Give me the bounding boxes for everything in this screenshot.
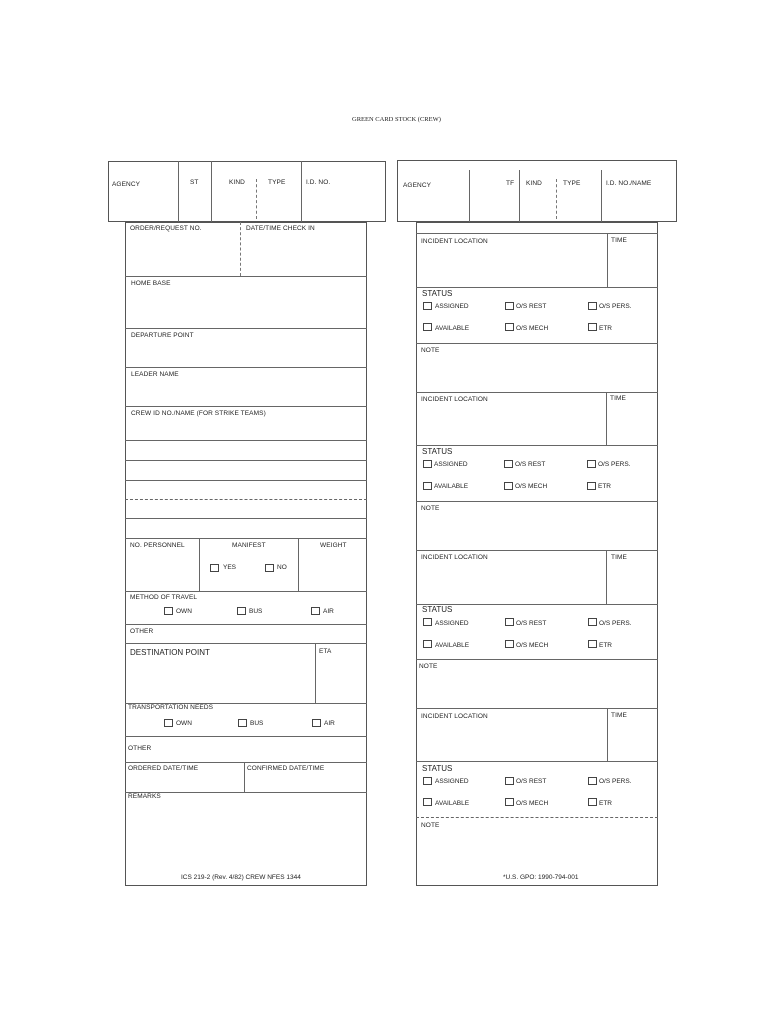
leader-name-label: LEADER NAME (131, 371, 179, 378)
status-label-4: STATUS (422, 764, 453, 773)
time-label-3: TIME (611, 554, 627, 561)
crew-id-label: CREW ID NO./NAME (FOR STRIKE TEAMS) (131, 410, 266, 417)
manifest-no-label: NO (277, 564, 287, 571)
available-checkbox-1[interactable] (423, 323, 432, 331)
assigned-label-3: ASSIGNED (435, 620, 469, 627)
assigned-label-4: ASSIGNED (435, 778, 469, 785)
st-label: ST (190, 179, 199, 186)
etr-checkbox-3[interactable] (588, 640, 597, 648)
other2-label: OTHER (128, 745, 152, 752)
available-checkbox-3[interactable] (423, 640, 432, 648)
note-label-2: NOTE (421, 505, 440, 512)
travel-air-checkbox[interactable] (311, 607, 320, 615)
home-base-label: HOME BASE (131, 280, 171, 287)
departure-point-label: DEPARTURE POINT (131, 332, 194, 339)
travel-own-checkbox[interactable] (164, 607, 173, 615)
manifest-yes-label: YES (223, 564, 237, 571)
incident-location-label-3: INCIDENT LOCATION (421, 554, 488, 561)
os-pers-label-1: O/S PERS. (599, 303, 632, 310)
status-label-3: STATUS (422, 605, 453, 614)
os-rest-checkbox-2[interactable] (504, 460, 513, 468)
etr-label-2: ETR (598, 483, 611, 490)
page-title: GREEN CARD STOCK (CREW) (352, 116, 441, 123)
kind-label: KIND (229, 179, 245, 186)
left-body-box (125, 222, 367, 886)
os-rest-label-2: O/S REST (515, 461, 546, 468)
os-pers-checkbox-1[interactable] (588, 302, 597, 310)
assigned-checkbox-3[interactable] (423, 618, 432, 626)
os-mech-label-1: O/S MECH (516, 325, 549, 332)
transport-bus-checkbox[interactable] (238, 719, 247, 727)
etr-checkbox-4[interactable] (588, 798, 597, 806)
assigned-checkbox-2[interactable] (423, 460, 432, 468)
no-personnel-label: NO. PERSONNEL (130, 542, 185, 549)
transport-own-label: OWN (176, 720, 192, 727)
etr-label-3: ETR (599, 642, 612, 649)
os-rest-checkbox-4[interactable] (505, 777, 514, 785)
tf-label: TF (506, 180, 515, 187)
assigned-checkbox-1[interactable] (423, 302, 432, 310)
date-time-checkin-label: DATE/TIME CHECK IN (246, 225, 315, 232)
id-no-label: I.D. NO. (306, 179, 331, 186)
left-header-box (108, 161, 386, 222)
os-pers-checkbox-3[interactable] (588, 618, 597, 626)
available-label-2: AVAILABLE (434, 483, 469, 490)
available-label-3: AVAILABLE (435, 642, 470, 649)
assigned-checkbox-4[interactable] (423, 777, 432, 785)
note-label-1: NOTE (421, 347, 440, 354)
os-pers-checkbox-4[interactable] (588, 777, 597, 785)
incident-location-label-2: INCIDENT LOCATION (421, 396, 488, 403)
travel-bus-label: BUS (249, 608, 263, 615)
right-header-box (397, 160, 677, 222)
travel-air-label: AIR (323, 608, 334, 615)
left-footer: ICS 219-2 (Rev. 4/82) CREW NFES 1344 (181, 874, 301, 881)
note-label-3: NOTE (419, 663, 438, 670)
available-checkbox-4[interactable] (423, 798, 432, 806)
travel-own-label: OWN (176, 608, 192, 615)
agency-label: AGENCY (403, 182, 432, 189)
manifest-label: MANIFEST (232, 542, 266, 549)
time-label-1: TIME (611, 237, 627, 244)
assigned-label-1: ASSIGNED (435, 303, 469, 310)
os-mech-checkbox-2[interactable] (504, 482, 513, 490)
weight-label: WEIGHT (320, 542, 347, 549)
transport-air-label: AIR (324, 720, 335, 727)
time-label-4: TIME (611, 712, 627, 719)
time-label-2: TIME (610, 395, 626, 402)
transport-own-checkbox[interactable] (164, 719, 173, 727)
status-label-1: STATUS (422, 289, 453, 298)
os-rest-checkbox-1[interactable] (505, 302, 514, 310)
type-label: TYPE (268, 179, 286, 186)
note-label-4: NOTE (421, 822, 440, 829)
os-mech-checkbox-3[interactable] (505, 640, 514, 648)
os-pers-label-4: O/S PERS. (599, 778, 632, 785)
right-footer: *U.S. GPO: 1990-794-001 (503, 874, 579, 881)
etr-checkbox-2[interactable] (587, 482, 596, 490)
os-pers-checkbox-2[interactable] (587, 460, 596, 468)
order-request-label: ORDER/REQUEST NO. (130, 225, 202, 232)
os-rest-label-3: O/S REST (516, 620, 547, 627)
available-label-4: AVAILABLE (435, 800, 470, 807)
eta-label: ETA (319, 648, 332, 655)
id-no-name-label: I.D. NO./NAME (606, 180, 652, 187)
incident-location-label-4: INCIDENT LOCATION (421, 713, 488, 720)
remarks-label: REMARKS (128, 793, 161, 800)
etr-label-1: ETR (599, 325, 612, 332)
manifest-no-checkbox[interactable] (265, 564, 274, 572)
ordered-date-time-label: ORDERED DATE/TIME (128, 765, 199, 772)
os-mech-checkbox-4[interactable] (505, 798, 514, 806)
os-mech-label-4: O/S MECH (516, 800, 549, 807)
confirmed-date-time-label: CONFIRMED DATE/TIME (247, 765, 325, 772)
method-of-travel-label: METHOD OF TRAVEL (130, 594, 198, 601)
other-label: OTHER (130, 628, 154, 635)
manifest-yes-checkbox[interactable] (210, 564, 219, 572)
status-label-2: STATUS (422, 447, 453, 456)
incident-location-label-1: INCIDENT LOCATION (421, 238, 488, 245)
destination-point-label: DESTINATION POINT (130, 648, 210, 657)
os-mech-checkbox-1[interactable] (505, 323, 514, 331)
available-label-1: AVAILABLE (435, 325, 470, 332)
etr-label-4: ETR (599, 800, 612, 807)
os-mech-label-3: O/S MECH (516, 642, 549, 649)
transportation-needs-label: TRANSPORTATION NEEDS (128, 704, 214, 711)
agency-label: AGENCY (112, 181, 141, 188)
kind-label: KIND (526, 180, 542, 187)
os-rest-label-1: O/S REST (516, 303, 547, 310)
os-rest-checkbox-3[interactable] (505, 618, 514, 626)
os-mech-label-2: O/S MECH (515, 483, 548, 490)
os-rest-label-4: O/S REST (516, 778, 547, 785)
available-checkbox-2[interactable] (423, 482, 432, 490)
transport-air-checkbox[interactable] (312, 719, 321, 727)
assigned-label-2: ASSIGNED (434, 461, 468, 468)
os-pers-label-3: O/S PERS. (599, 620, 632, 627)
transport-bus-label: BUS (250, 720, 264, 727)
os-pers-label-2: O/S PERS. (598, 461, 631, 468)
etr-checkbox-1[interactable] (588, 323, 597, 331)
travel-bus-checkbox[interactable] (237, 607, 246, 615)
type-label: TYPE (563, 180, 581, 187)
